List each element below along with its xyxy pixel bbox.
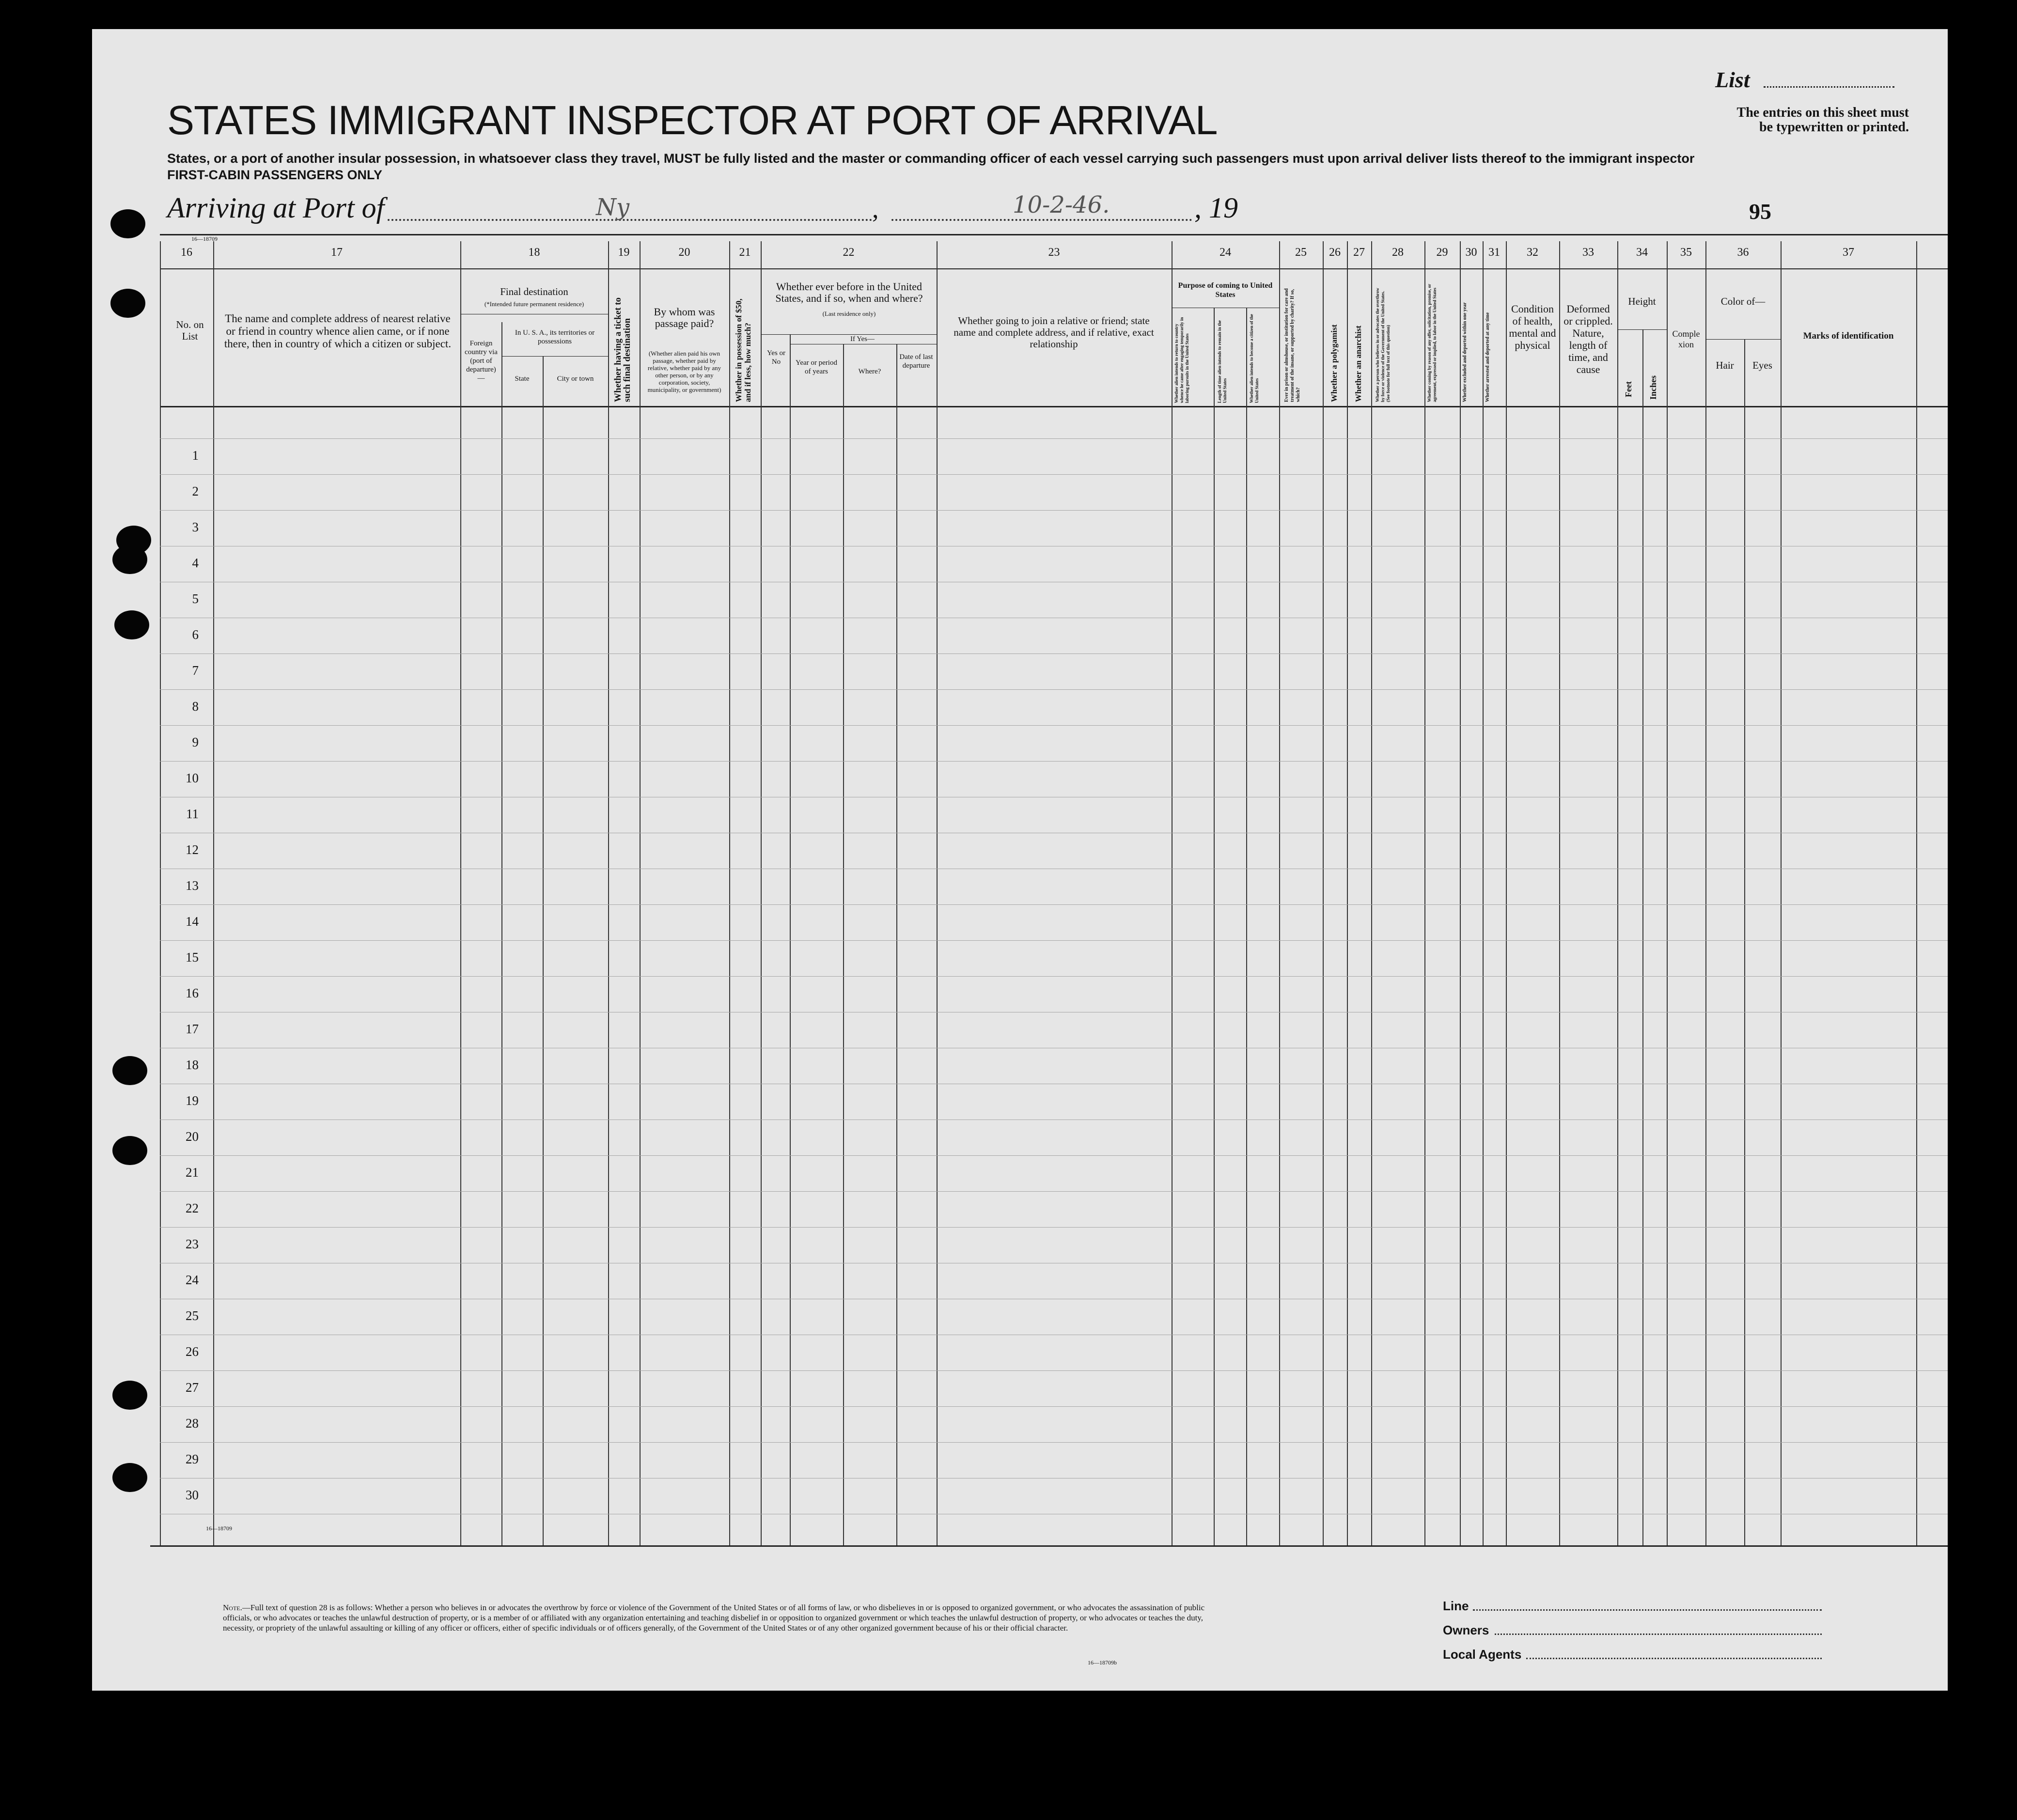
col-rule — [843, 344, 844, 1545]
row-number: 14 — [186, 914, 199, 929]
col-rule — [790, 334, 791, 1545]
row-number: 8 — [192, 699, 199, 714]
colnum-20: 20 — [678, 246, 690, 259]
header-eyes: Eyes — [1752, 359, 1772, 371]
page-number: 95 — [1749, 199, 1771, 224]
port-handwritten: Ny — [596, 194, 630, 221]
owners-label: Owners — [1443, 1623, 1489, 1637]
subtitle-line-2: FIRST-CABIN PASSENGERS ONLY — [167, 168, 383, 182]
col-rule — [1214, 308, 1215, 1545]
col-rule — [640, 241, 641, 1545]
row-rule — [160, 761, 1948, 762]
typewritten-note — [1672, 106, 1909, 135]
col-rule — [1559, 241, 1560, 1545]
port-field-line[interactable] — [388, 219, 872, 221]
list-field-line[interactable] — [1764, 86, 1894, 88]
col-rule — [1347, 241, 1348, 1545]
colnum-22: 22 — [843, 246, 855, 259]
row-rule — [160, 1406, 1948, 1407]
colnum-30: 30 — [1465, 246, 1477, 259]
header-purpose: Purpose of coming to United States — [1178, 281, 1273, 299]
col-rule — [213, 241, 214, 1545]
colnum-34: 34 — [1636, 246, 1648, 259]
header-foreign-country: Foreign country via (port of departure)— — [465, 340, 498, 382]
header-where: Where? — [858, 368, 881, 375]
row-number: 15 — [186, 950, 199, 964]
row-number: 24 — [186, 1273, 199, 1287]
row-rule — [160, 689, 1948, 690]
colnum-28: 28 — [1392, 246, 1404, 259]
col-rule — [1617, 241, 1618, 1545]
form-title: STATES IMMIGRANT INSPECTOR AT PORT OF ARRIVAL — [167, 97, 1218, 143]
footnote — [223, 1602, 1216, 1633]
header-prison: Ever in prison or almshouse, or institution for care and treatment of the insane, or supported by charity? If so, which? — [1284, 288, 1301, 402]
col-rule — [501, 322, 502, 1545]
row-number: 7 — [192, 663, 199, 678]
header-marks: Marks of identification — [1803, 331, 1894, 341]
punch-hole — [114, 610, 149, 639]
row-number: 28 — [186, 1416, 199, 1431]
row-rule — [160, 438, 1948, 439]
header-yes-no: Yes or No — [766, 349, 786, 366]
row-rule — [160, 474, 1948, 475]
colnum-25: 25 — [1295, 246, 1307, 259]
comma-separator: , — [872, 194, 879, 223]
colnum-23: 23 — [1048, 246, 1060, 259]
header-polygamist: Whether a polygamist — [1329, 324, 1339, 402]
row-number: 13 — [186, 878, 199, 893]
row-number: 2 — [192, 484, 199, 498]
header-year-period: Year or period of years — [796, 359, 837, 375]
line-field[interactable] — [1473, 1609, 1822, 1611]
col-rule — [1246, 308, 1247, 1545]
col-rule — [1483, 241, 1484, 1545]
header-passage-paid-sub: (Whether alien paid his own passage, whether paid by relative, whether paid by any other person, or by any corporation, society, municipality, or government) — [647, 350, 721, 393]
header-deformed: Deformed or crippled. Nature, length of time, and cause — [1564, 303, 1613, 375]
line-label: Line — [1443, 1599, 1469, 1613]
col-rule — [937, 241, 938, 1545]
year-prefix: , 19 — [1194, 192, 1238, 224]
subheader-rule — [501, 356, 608, 357]
header-top-rule — [160, 234, 1948, 235]
col-rule — [1506, 241, 1507, 1545]
header-city: City or town — [557, 375, 594, 383]
row-number: 17 — [186, 1022, 199, 1036]
row-number: 6 — [192, 627, 199, 642]
col-rule — [1781, 241, 1782, 1545]
row-number: 16 — [186, 986, 199, 1000]
col-rule — [1424, 241, 1425, 1545]
typewritten-note-line-1: The entries on this sheet must — [1736, 105, 1909, 120]
typewritten-note-line-2: be typewritten or printed. — [1759, 120, 1909, 135]
header-in-usa: In U. S. A., its territories or possessions — [515, 329, 595, 345]
header-health: Condition of health, mental and physical — [1509, 303, 1556, 351]
col-rule — [729, 241, 730, 1545]
date-field-line[interactable] — [891, 219, 1192, 221]
colnum-18: 18 — [528, 246, 540, 259]
col-rule — [543, 356, 544, 1545]
row-number: 18 — [186, 1058, 199, 1072]
colnum-33: 33 — [1582, 246, 1594, 259]
header-final-destination-sub: (*Intended future permanent residence) — [484, 300, 584, 308]
col-rule — [1705, 241, 1706, 1545]
row-rule — [160, 510, 1948, 511]
colnum-17: 17 — [331, 246, 343, 259]
header-inches: Inches — [1648, 375, 1658, 400]
subtitle-line-1: States, or a port of another insular possession, in whatsoever class they travel, MUST be fully listed and the master or commanding officer of each vessel carrying such passengers must upon arrival deliver lists thereof to the immigrant inspector — [167, 151, 1695, 166]
manifest-sheet — [92, 29, 1948, 1691]
header-color-of: Color of— — [1720, 296, 1766, 307]
row-number: 29 — [186, 1452, 199, 1466]
header-bottom-rule — [160, 406, 1948, 407]
row-number: 25 — [186, 1308, 199, 1323]
header-feet: Feet — [1624, 381, 1633, 397]
row-rule — [160, 976, 1948, 977]
row-rule — [160, 1227, 1948, 1228]
subheader-rule — [1705, 339, 1781, 340]
punch-hole — [110, 289, 145, 318]
col-rule — [1744, 339, 1745, 1545]
header-purpose-length: Length of time alien intends to remain in the United States — [1217, 320, 1227, 403]
header-anarchist: Whether an anarchist — [1354, 325, 1363, 402]
row-number: 10 — [186, 771, 199, 785]
col-rule — [1279, 241, 1280, 1545]
col-rule — [1916, 241, 1917, 1545]
row-rule — [160, 1155, 1948, 1156]
header-going-to-join: Whether going to join a relative or friend; state name and complete address, and if relative, exact relationship — [954, 315, 1154, 350]
colnum-36: 36 — [1737, 246, 1749, 259]
colnum-rule — [160, 268, 1948, 269]
form-subtitle — [167, 150, 1694, 183]
punch-hole — [112, 1136, 147, 1165]
colnum-35: 35 — [1680, 246, 1692, 259]
colnum-19: 19 — [618, 246, 630, 259]
header-excluded: Whether excluded and deported within one year — [1462, 302, 1468, 402]
header-hair: Hair — [1716, 359, 1734, 371]
local-agents-field[interactable] — [1526, 1658, 1822, 1659]
punch-hole — [112, 1056, 147, 1085]
header-date-departure: Date of last departure — [899, 353, 933, 370]
colnum-32: 32 — [1527, 246, 1538, 259]
col-rule — [1667, 241, 1668, 1545]
header-if-yes: If Yes— — [850, 335, 875, 343]
row-number: 22 — [186, 1201, 199, 1215]
header-money: Whether in possession of $50, and if less, how much? — [734, 298, 752, 402]
row-number: 11 — [186, 807, 199, 821]
row-rule — [160, 1191, 1948, 1192]
punch-hole — [112, 1381, 147, 1410]
row-number: 4 — [192, 556, 199, 570]
header-arrested: Whether arrested and deported at any time — [1485, 312, 1490, 402]
form-code-footer: 16—18709b — [1088, 1659, 1117, 1666]
header-complexion: Complexion — [1672, 329, 1700, 349]
col-rule — [1323, 241, 1324, 1545]
arriving-label: Arriving at Port of — [167, 192, 385, 224]
header-purpose-return: Whether alien intends to return to country whence he came after engaging temporarily in laboring pursuits in the United States — [1174, 317, 1189, 403]
list-label: List — [1715, 67, 1750, 92]
row-number: 9 — [192, 735, 199, 749]
footnote-label: Note. — [223, 1603, 242, 1612]
header-offer: Whether coming by reason of any offer, solicitation, promise, or agreement, expressed or implied, to labor in the United States — [1427, 284, 1437, 402]
punch-hole — [112, 1463, 147, 1492]
form-code: 16—18709 — [191, 235, 218, 242]
col-rule — [1642, 329, 1643, 1545]
punch-hole — [110, 209, 145, 238]
row-rule — [160, 1370, 1948, 1371]
header-ticket: Whether having a ticket to such final destination — [613, 297, 632, 402]
row-rule — [160, 1442, 1948, 1443]
header-height: Height — [1628, 296, 1656, 307]
header-purpose-citizen: Whether alien intends to become a citizen of the United States — [1249, 314, 1259, 403]
row-number: 30 — [186, 1488, 199, 1502]
header-nearest-relative: The name and complete address of nearest relative or friend in country whence alien came, or if none there, then in country of which a citizen or subject. — [224, 312, 452, 350]
owners-field[interactable] — [1495, 1633, 1822, 1635]
header-last-residence: (Last residence only) — [822, 310, 876, 317]
row-rule — [160, 653, 1948, 654]
header-ever-before: Whether ever before in the United States, and if so, when and where? — [775, 280, 923, 304]
row-number: 27 — [186, 1380, 199, 1395]
header-state: State — [515, 375, 530, 383]
table-bottom-rule — [150, 1545, 1948, 1547]
header-no-on-list: No. on List — [176, 319, 204, 342]
header-passage-paid: By whom was passage paid? — [654, 306, 715, 329]
col-rule — [608, 241, 609, 1545]
col-rule — [1172, 241, 1173, 1545]
row-number: 21 — [186, 1165, 199, 1180]
colnum-29: 29 — [1436, 246, 1448, 259]
subheader-rule — [1617, 329, 1667, 330]
col-rule — [896, 344, 897, 1545]
local-agents-label: Local Agents — [1443, 1647, 1522, 1662]
col-rule — [1371, 241, 1372, 1545]
row-number: 20 — [186, 1129, 199, 1144]
colnum-26: 26 — [1329, 246, 1341, 259]
colnum-37: 37 — [1843, 246, 1854, 259]
col-rule — [761, 241, 762, 1545]
date-handwritten: 10-2-46. — [1013, 191, 1110, 218]
row-rule — [160, 725, 1948, 726]
row-rule — [160, 940, 1948, 941]
colnum-31: 31 — [1488, 246, 1500, 259]
row-number: 1 — [192, 448, 199, 463]
row-number: 3 — [192, 520, 199, 534]
header-final-destination: Final destination — [500, 286, 568, 297]
row-rule — [160, 904, 1948, 905]
row-number: 26 — [186, 1344, 199, 1359]
header-overthrow: Whether a person who believes in or advocates the overthrow by force or violence of the Government of the United States. (See footnote for full text of this question) — [1375, 288, 1391, 402]
footnote-text: —Full text of question 28 is as follows: Whether a person who believes in or advocates the overthrow by force or violence of the Government of the United States or of all forms of law, or who disbelieves in or is opposed to organized government, or who advocates the assassination of public officials, or who advocates or teaches the unlawful destruction of property, or is a member of or affiliated with any organization entertaining and teaching disbelief in or opposition to organized government or which teaches the unlawful destruction of property, or who advocates or teaches the duty, necessity, or propriety of the unlawful assaulting or killing of any officer or officers, either of specific individuals or of officers generally, of the Government of the United States or of any other organized government because of his or their official character. — [223, 1603, 1205, 1633]
col-rule — [460, 241, 461, 1545]
row-number: 5 — [192, 591, 199, 606]
col-rule — [1460, 241, 1461, 1545]
colnum-16: 16 — [181, 246, 192, 259]
row-number: 23 — [186, 1237, 199, 1251]
colnum-27: 27 — [1353, 246, 1365, 259]
row-number: 19 — [186, 1093, 199, 1108]
colnum-24: 24 — [1220, 246, 1231, 259]
row-number: 12 — [186, 842, 199, 857]
form-code-bottom: 16—18709 — [206, 1525, 232, 1532]
colnum-21: 21 — [739, 246, 751, 259]
punch-hole — [112, 545, 147, 574]
